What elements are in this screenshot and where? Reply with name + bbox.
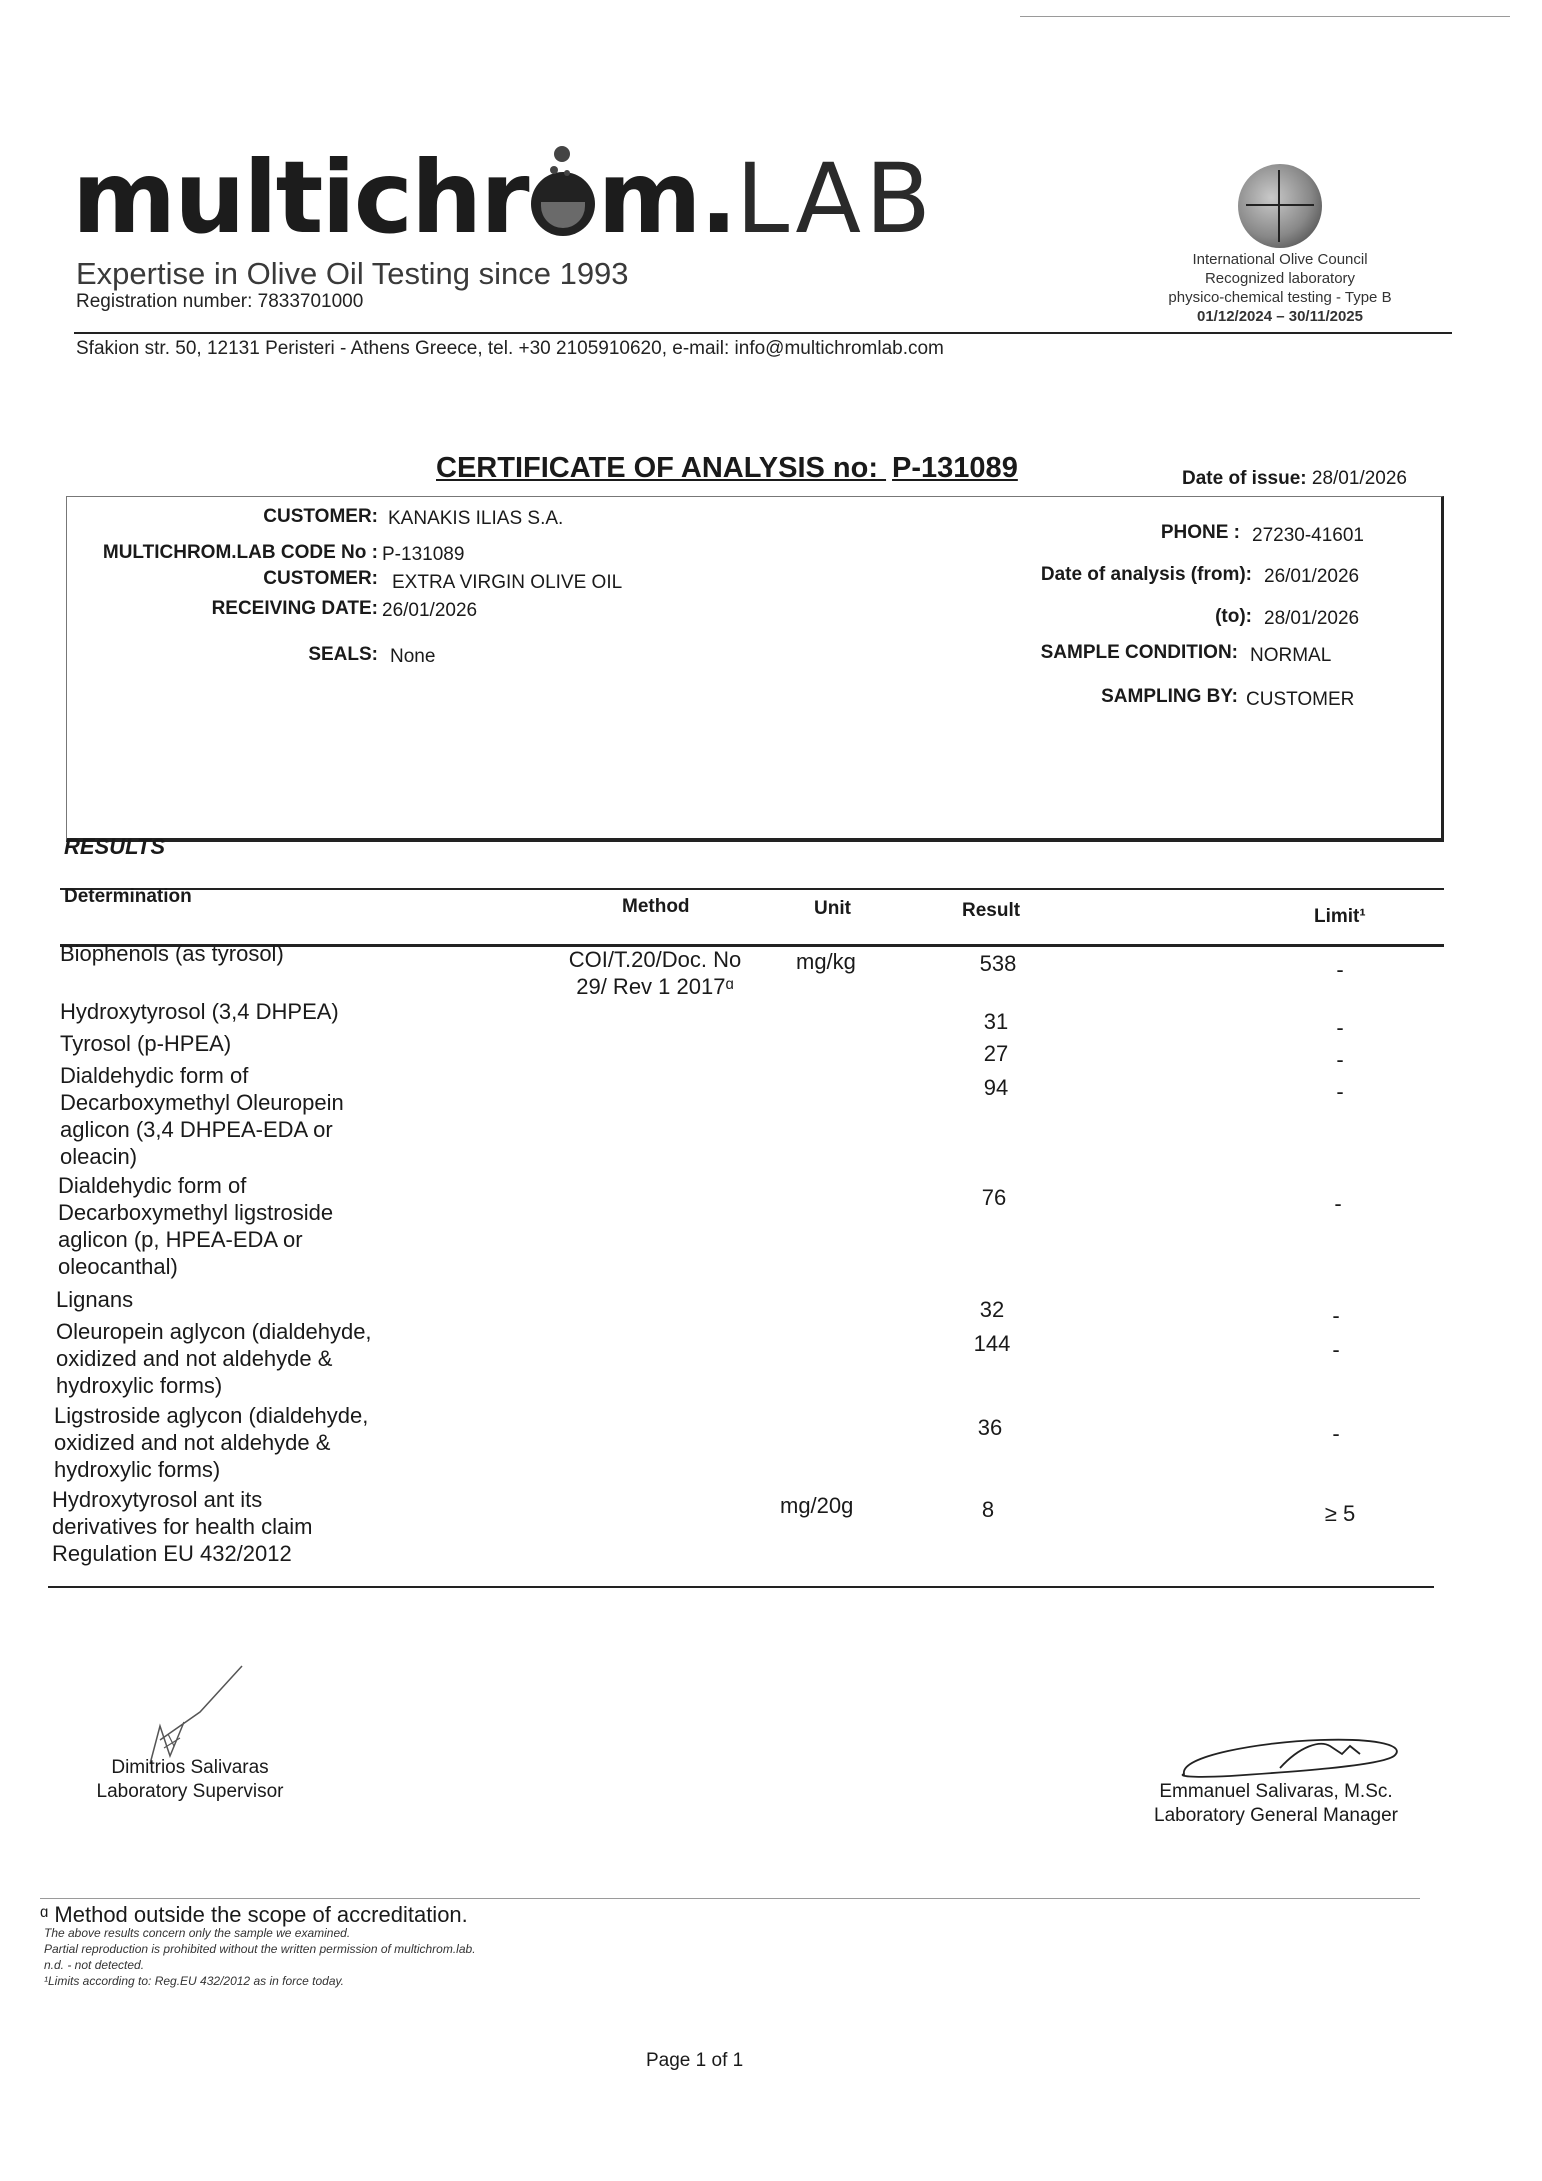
code-value: P-131089 [382,544,465,565]
ioc-dates: 01/12/2024 – 30/11/2025 [1197,308,1363,325]
result-cell: 27 [983,1041,1009,1066]
certificate-title [436,452,1018,485]
logo-main-text: multichr [72,139,528,256]
analysis-from-label: Date of analysis (from): [1040,564,1252,585]
method-line-2: 29/ Rev 1 2017ᵅ [576,974,734,999]
footer-note-3: n.d. - not detected. [44,1958,145,1972]
limit-cell: - [1332,1421,1340,1446]
determination-cell: Lignans [56,1287,134,1312]
right-signatory-title: Laboratory General Manager [1154,1805,1398,1826]
determination-cell: Dialdehydic form of Decarboxymethyl Oleuropein aglicon (3,4 DHPEA-EDA or oleacin) [60,1063,344,1169]
result-cell: 94 [983,1075,1009,1100]
registration-number: Registration number: 7833701000 [76,291,364,312]
determination-cell: Biophenols (as tyrosol) [60,941,284,966]
sampling-by-value: CUSTOMER [1246,689,1355,710]
flask-icon [531,172,595,236]
limit-cell: - [1332,1337,1340,1362]
determination-cell: Tyrosol (p-HPEA) [60,1031,232,1056]
company-logo [72,139,935,256]
footer-note-1: The above results concern only the sample we examined. [44,1926,351,1940]
seals-label: SEALS: [308,644,378,665]
header-method: Method [622,896,690,917]
result-cell: 8 [981,1497,995,1522]
left-signatory-name: Dimitrios Salivaras [111,1757,269,1778]
header-limit: Limit¹ [1314,906,1366,927]
result-cell: 538 [979,951,1017,976]
certificate-number: P-131089 [892,452,1018,484]
result-cell: 76 [981,1185,1007,1210]
method-line-1: COI/T.20/Doc. No [568,947,742,972]
analysis-to-value: 28/01/2026 [1264,608,1360,629]
seals-value: None [390,646,436,667]
results-title: RESULTS [64,834,166,859]
limit-cell: - [1334,1191,1342,1216]
sample-condition-label: SAMPLE CONDITION: [1040,642,1238,663]
logo-lab-text: LAB [735,143,935,255]
result-cell: 32 [979,1297,1005,1322]
left-signatory-title: Laboratory Supervisor [96,1781,284,1802]
certificate-title-text: CERTIFICATE OF ANALYSIS no: [436,452,878,484]
limit-cell: - [1332,1303,1340,1328]
determination-cell: Dialdehydic form of Decarboxymethyl ligstroside aglicon (p, HPEA-EDA or oleocanthal) [58,1173,334,1279]
ioc-line-2: Recognized laboratory [1204,270,1356,287]
sampling-by-label: SAMPLING BY: [1101,686,1238,707]
logo-end-text: m. [597,139,736,256]
footer-note-4: ¹Limits according to: Reg.EU 432/2012 as in force today. [44,1974,344,1988]
determination-cell: Hydroxytyrosol ant its derivatives for health claim Regulation EU 432/2012 [52,1487,313,1566]
ioc-line-1: International Olive Council [1192,251,1368,268]
analysis-to-label: (to): [1215,606,1252,627]
customer-label: CUSTOMER: [263,506,378,527]
determination-cell: Hydroxytyrosol (3,4 DHPEA) [60,999,339,1024]
ioc-line-3: physico-chemical testing - Type B [1168,289,1392,306]
issue-date [1182,468,1407,490]
limit-cell: - [1336,1015,1344,1040]
unit-cell: mg/kg [796,949,856,974]
receiving-date-value: 26/01/2026 [382,600,478,621]
product-label: CUSTOMER: [263,568,378,589]
top-scan-line [1020,16,1510,17]
ioc-globe-icon [1238,164,1322,248]
limit-cell: - [1336,1079,1344,1104]
results-bottom-rule [48,1586,1434,1588]
footer-note-2: Partial reproduction is prohibited without the written permission of multichrom.lab. [44,1942,476,1956]
code-label: MULTICHROM.LAB CODE No : [102,542,378,563]
company-address: Sfakion str. 50, 12131 Peristeri - Athens Greece, tel. +30 2105910620, e-mail: info@multichromlab.com [76,338,944,359]
unit-cell: mg/20g [780,1493,854,1518]
result-cell: 36 [977,1415,1003,1440]
left-signatory [60,1756,320,1804]
limit-cell: - [1336,1047,1344,1072]
header-determination: Determination [64,886,192,907]
phone-label: PHONE : [1160,522,1240,543]
limit-cell: - [1336,957,1344,982]
result-cell: 31 [983,1009,1009,1034]
phone-value: 27230-41601 [1252,525,1364,546]
right-signatory [1126,1780,1426,1828]
determination-cell: Oleuropein aglycon (dialdehyde, oxidized and not aldehyde & hydroxylic forms) [56,1319,372,1398]
method-cell [560,946,750,1000]
determination-cell: Ligstroside aglycon (dialdehyde, oxidized and not aldehyde & hydroxylic forms) [54,1403,369,1482]
footer-rule [40,1898,1420,1899]
sample-condition-value: NORMAL [1250,645,1332,666]
receiving-date-label: RECEIVING DATE: [211,598,378,619]
scope-note: ᵅ Method outside the scope of accreditation. [40,1902,468,1927]
tagline: Expertise in Olive Oil Testing since 1993 [76,256,629,291]
issue-date-label: Date of issue: [1182,468,1307,489]
page-number: Page 1 of 1 [646,2050,744,2071]
product-value: EXTRA VIRGIN OLIVE OIL [392,572,623,593]
analysis-from-value: 26/01/2026 [1264,566,1360,587]
ioc-accreditation [1120,250,1440,326]
right-signatory-name: Emmanuel Salivaras, M.Sc. [1159,1781,1393,1802]
header-divider [74,332,1452,334]
limit-cell: ≥ 5 [1324,1501,1356,1526]
header-unit: Unit [814,898,851,919]
result-cell: 144 [973,1331,1011,1356]
results-top-rule [60,888,1444,890]
customer-value: KANAKIS ILIAS S.A. [388,508,564,529]
header-result: Result [962,900,1021,921]
issue-date-value: 28/01/2026 [1311,468,1407,489]
